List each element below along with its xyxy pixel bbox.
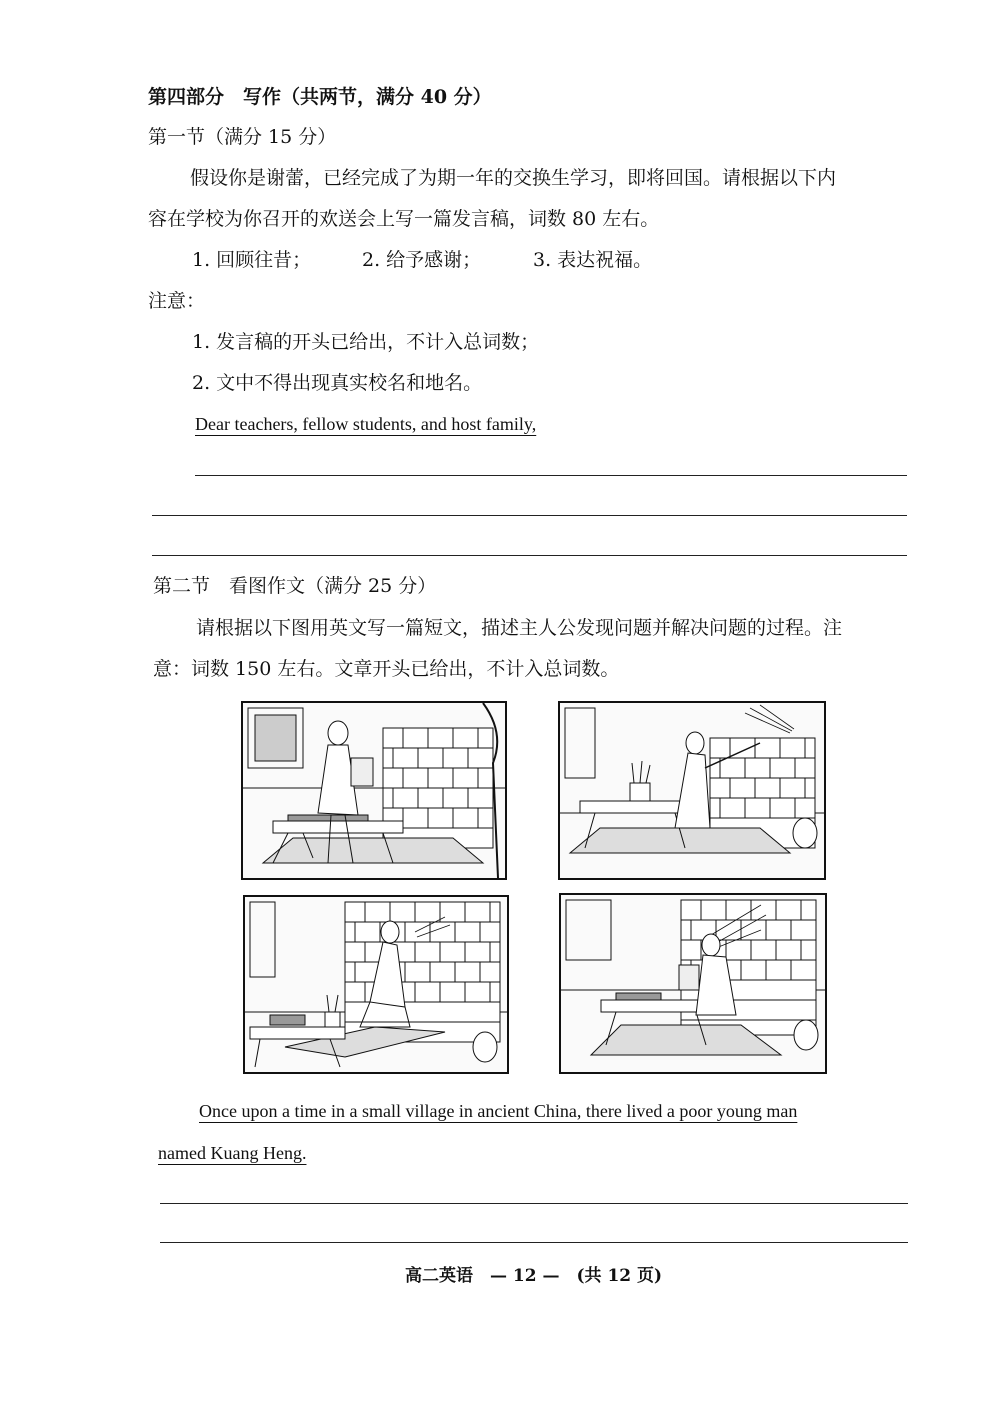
- scene-reading-at-desk-icon: [243, 703, 505, 878]
- section1-prompt-line1: 假设你是谢蕾，已经完成了为期一年的交换生学习，即将回国。请根据以下内: [190, 167, 837, 189]
- point-2: 2. 给予感谢；: [362, 249, 482, 271]
- picture-4: [559, 893, 827, 1074]
- scene-reading-by-light-icon: [561, 895, 825, 1072]
- point-1: 1. 回顾往昔；: [192, 249, 312, 271]
- writing-line[interactable]: [152, 515, 907, 516]
- writing-line[interactable]: [160, 1242, 908, 1243]
- section2-starter-line2: named Kuang Heng.: [158, 1143, 307, 1163]
- note-label: 注意：: [148, 290, 206, 312]
- section2-prompt-line1: 请根据以下图用英文写一篇短文，描述主人公发现问题并解决问题的过程。注: [196, 617, 843, 639]
- point-3: 3. 表达祝福。: [533, 249, 653, 271]
- note-2: 2. 文中不得出现真实校名和地名。: [192, 372, 483, 394]
- writing-line[interactable]: [160, 1203, 908, 1204]
- section2-heading: 第二节 看图作文（满分 25 分）: [153, 575, 437, 597]
- section1-prompt-line2: 容在学校为你召开的欢送会上写一篇发言稿，词数 80 左右。: [148, 208, 660, 230]
- section2-prompt-line2: 意：词数 150 左右。文章开头已给出，不计入总词数。: [153, 658, 620, 680]
- scene-chiseling-wall-icon: [245, 897, 507, 1072]
- part-title: 第四部分 写作（共两节，满分 40 分）: [148, 86, 492, 108]
- section2-starter-line1: Once upon a time in a small village in ancient China, there lived a poor young man: [199, 1101, 798, 1121]
- picture-3: [243, 895, 509, 1074]
- note-1: 1. 发言稿的开头已给出，不计入总词数；: [192, 331, 540, 353]
- section1-heading: 第一节（满分 15 分）: [148, 126, 337, 148]
- section1-starter: Dear teachers, fellow students, and host family,: [195, 414, 537, 434]
- picture-1: [241, 701, 507, 880]
- picture-2: [558, 701, 826, 880]
- scene-finding-light-icon: [560, 703, 824, 878]
- writing-line[interactable]: [152, 555, 907, 556]
- page-footer: 高二英语 — 12 — (共 12 页): [405, 1266, 663, 1286]
- writing-line[interactable]: [195, 475, 907, 476]
